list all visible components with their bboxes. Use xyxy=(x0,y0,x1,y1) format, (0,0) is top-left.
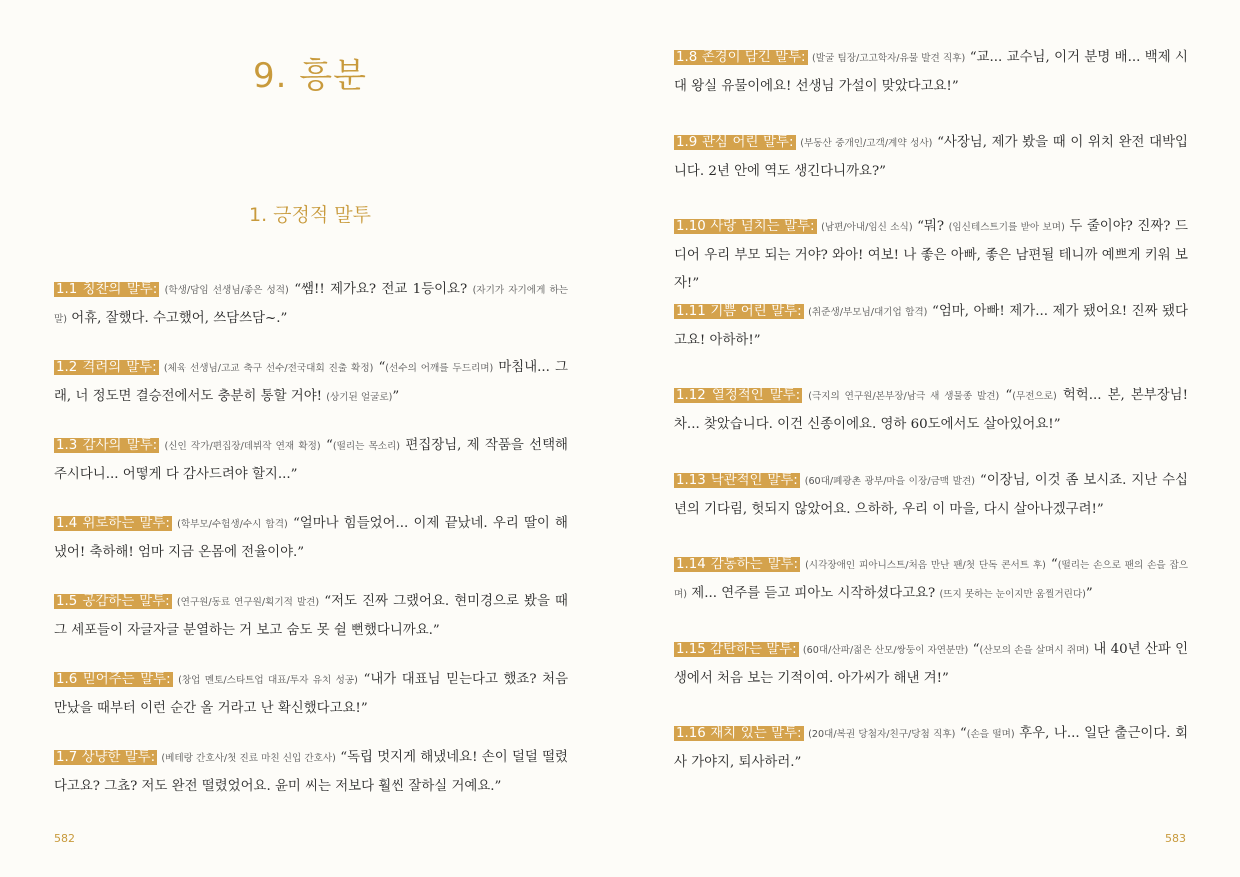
entry xyxy=(674,551,1188,636)
entry-dialogue: “뭐? xyxy=(917,219,945,234)
entry-dialogue: “ xyxy=(1005,388,1013,403)
entry-tag: 1.3 감사의 말투: xyxy=(56,438,158,453)
chapter-title: 9. 흥분 xyxy=(253,56,367,96)
page-number: 583 xyxy=(1165,832,1186,845)
entry-dialogue: “저도 진짜 그랬어요. 현미경으로 봤을 때 그 세포들이 자글자글 분열하는 거 보고 숨도 못 쉴 뻔했다니까요.” xyxy=(54,594,568,638)
entry-dialogue-cont: 마침내... 그래, 너 정도면 결승전에서도 충분히 통할 거야! xyxy=(54,360,568,404)
entry-dialogue: “ xyxy=(1050,557,1058,572)
entry-context: (발굴 팀장/고고학자/유물 발견 직후) xyxy=(811,53,966,64)
entry-dialogue: “ xyxy=(378,360,386,375)
entry-context: (취준생/부모님/대기업 합격) xyxy=(808,306,928,318)
entry xyxy=(54,276,568,354)
entry-direction: (떨리는 목소리) xyxy=(332,441,401,452)
entry-context: (60대/폐광촌 광부/마을 이장/금맥 발견) xyxy=(804,475,975,487)
entry-direction: (임신테스트기를 받아 보며) xyxy=(948,222,1065,233)
entry-dialogue: “엄마, 아빠! 제가... 제가 됐어요! 진짜 됐다고요! 아하하!” xyxy=(674,303,1188,348)
entry-dialogue: “교... 교수님, 이거 분명 배... 백제 시대 왕실 유물이에요! 선생님 가설이 맞았다고요!” xyxy=(674,50,1188,94)
entry-tag: 1.1 칭찬의 말투: xyxy=(56,282,158,297)
entry-direction: (상기된 얼굴로) xyxy=(326,392,393,403)
entry xyxy=(674,44,1188,129)
entry-tag: 1.5 공감하는 말투: xyxy=(56,594,170,609)
entry xyxy=(54,666,568,744)
entry-dialogue: “쌤!! 제가요? 전교 1등이요? xyxy=(294,282,468,297)
entry-dialogue: “얼마나 힘들었어... 이제 끝났네. 우리 딸이 해냈어! 축하해! 엄마 지금 온몸에 전율이야.” xyxy=(54,516,568,560)
entry-direction: (무전으로) xyxy=(1012,391,1057,402)
entry-context: (60대/산파/젊은 산모/쌍둥이 자연분만) xyxy=(802,644,969,656)
entry-tag: 1.9 관심 어린 말투: xyxy=(676,134,794,150)
entry-dialogue: “ xyxy=(325,438,333,453)
entry xyxy=(674,298,1188,383)
entry-direction: (자기가 자기에게 하는 말) xyxy=(54,285,568,325)
entry xyxy=(54,588,568,666)
entry-dialogue-cont: 두 줄이야? 진짜? 드디어 우리 부모 되는 거야? 와아! 여보! 나 좋은 아빠, 좋은 남편될 테니까 예쁘게 키워 보자!” xyxy=(674,219,1188,291)
entry-context: (남편/아내/임신 소식) xyxy=(821,222,913,233)
entry xyxy=(674,382,1188,467)
entry-context: (체육 선생님/고교 축구 선수/전국대회 진출 확정) xyxy=(163,363,374,374)
entry-tag: 1.6 믿어주는 말투: xyxy=(56,672,171,687)
entry xyxy=(674,720,1188,805)
entry-dialogue-end: ” xyxy=(1085,586,1093,601)
entry-dialogue-cont: 어휴, 잘했다. 수고했어, 쓰담쓰담~.” xyxy=(71,311,288,326)
right-page xyxy=(620,0,1240,877)
entry xyxy=(674,129,1188,214)
entry xyxy=(674,467,1188,552)
page-number: 582 xyxy=(54,832,75,845)
entry-context: (베테랑 간호사/첫 진료 마친 신입 간호사) xyxy=(161,753,336,764)
entry-dialogue-end: ” xyxy=(392,389,400,404)
entry-tag: 1.2 격려의 말투: xyxy=(56,360,157,375)
entry-dialogue: “내가 대표님 믿는다고 했죠? 처음 만났을 때부터 이런 순간 올 거라고 난 확신했다고요!” xyxy=(54,672,568,716)
entry-direction: (선수의 어깨를 두드리며) xyxy=(385,363,494,374)
entry-tag: 1.4 위로하는 말투: xyxy=(56,516,170,531)
entry-dialogue: “ xyxy=(972,641,980,657)
entry-dialogue-cont: 제... 연주를 듣고 피아노 시작하셨다고요? xyxy=(691,586,936,601)
entry-tag: 1.14 감동하는 말투: xyxy=(676,557,799,572)
entry-tag: 1.8 존경이 담긴 말투: xyxy=(676,50,806,65)
entry-context: (창업 멘토/스타트업 대표/투자 유치 성공) xyxy=(178,675,358,686)
entry-tag: 1.13 낙관적인 말투: xyxy=(676,472,798,488)
entry xyxy=(54,432,568,510)
entry-dialogue: “독립 멋지게 해냈네요! 손이 덜덜 떨렸다고요? 그쵸? 저도 완전 떨렸었어요. 윤미 씨는 저보다 훨씬 잘하실 거예요.” xyxy=(54,750,568,794)
entry xyxy=(54,510,568,588)
entry-list-right xyxy=(674,44,1188,805)
entry-dialogue-cont: 편집장님, 제 작품을 선택해 주시다니... 어떻게 다 감사드려야 할지...” xyxy=(54,438,568,482)
entry-dialogue-cont: 내 40년 산파 인생에서 처음 보는 기적이여. 아가씨가 해낸 겨!” xyxy=(674,641,1188,686)
entry-context: (부동산 중개인/고객/계약 성사) xyxy=(800,137,933,149)
entry-context: (학생/담임 선생님/좋은 성적) xyxy=(164,285,289,296)
entry-context: (20대/복권 당첨자/친구/당첨 직후) xyxy=(808,729,956,740)
entry-dialogue: “사장님, 제가 봤을 때 이 위치 완전 대박입니다. 2년 안에 역도 생긴다니까요?” xyxy=(674,134,1188,179)
entry-tag: 1.11 기쁨 어린 말투: xyxy=(676,303,802,319)
entry-tag: 1.10 사랑 넘치는 말투: xyxy=(676,219,815,234)
entry-tag: 1.16 재치 있는 말투: xyxy=(676,726,802,741)
entry-dialogue-cont: 헉헉... 본, 본부장님! 차... 찾았습니다. 이건 신종이에요. 영하 60도에서도 살아있어요!” xyxy=(674,388,1188,432)
entry-context: (시각장애인 피아니스트/처음 만난 팬/첫 단독 콘서트 후) xyxy=(805,560,1046,571)
entry-context: (극지의 연구원/본부장/남극 새 생물종 발견) xyxy=(808,391,1000,402)
entry xyxy=(674,213,1188,298)
entry xyxy=(54,744,568,822)
entry-list-left xyxy=(54,276,568,822)
section-title: 1. 긍정적 말투 xyxy=(249,204,371,226)
entry xyxy=(674,636,1188,721)
entry-context: (연구원/동료 연구원/획기적 발견) xyxy=(176,597,320,608)
entry-direction: (손을 떨며) xyxy=(966,729,1015,740)
entry-tag: 1.7 상냥한 말투: xyxy=(56,750,156,765)
entry-direction: (떨리는 손으로 팬의 손을 잡으며) xyxy=(674,560,1188,600)
entry-context: (학부모/수험생/수시 합격) xyxy=(177,519,288,530)
entry-tag: 1.12 열정적인 말투: xyxy=(676,388,801,403)
entry-dialogue: “이장님, 이것 좀 보시죠. 지난 수십 년의 기다림, 헛되지 않았어요. 으하하, 우리 이 마을, 다시 살아나겠구려!” xyxy=(674,472,1188,517)
entry-dialogue-cont: 후우, 나... 일단 출근이다. 회사 가야지, 퇴사하러.” xyxy=(674,726,1188,770)
entry xyxy=(54,354,568,432)
entry-direction: (뜨지 못하는 눈이지만 움찔거린다) xyxy=(939,589,1086,600)
entry-direction: (산모의 손을 살며시 쥐며) xyxy=(979,644,1089,656)
entry-context: (신인 작가/편집장/데뷔작 연재 확정) xyxy=(164,441,321,452)
entry-dialogue: “ xyxy=(959,726,967,741)
entry-tag: 1.15 감탄하는 말투: xyxy=(676,641,797,657)
